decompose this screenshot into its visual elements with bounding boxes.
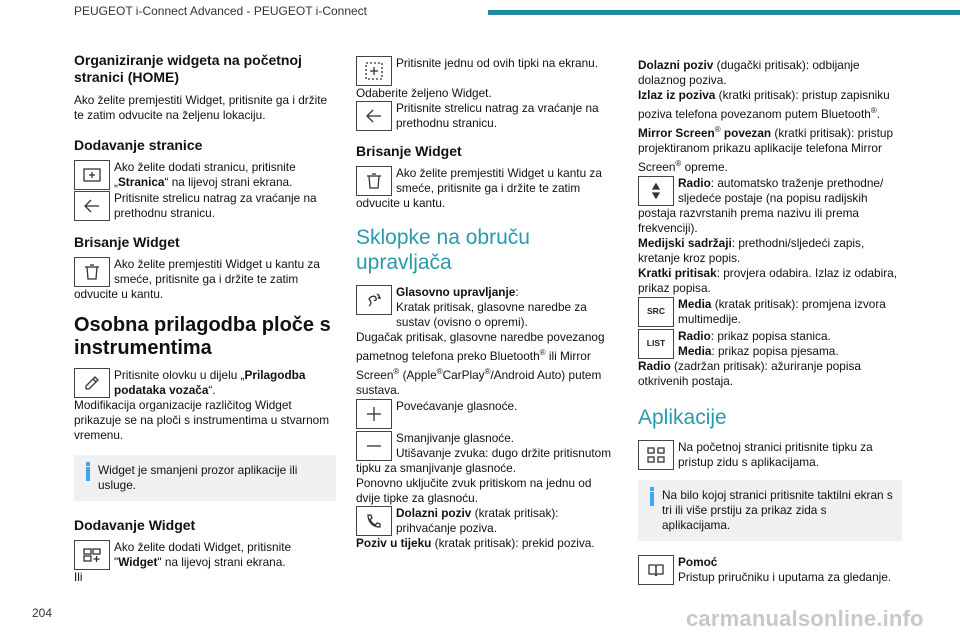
heading-add-page: Dodavanje stranice <box>74 137 203 153</box>
volume-down-text: Smanjivanje glasnoće. Utišavanje zvuka: dugo držite pritisnutom tipku za smanjivanje glasnoće. <box>356 430 612 475</box>
volume-down-icon <box>356 431 392 461</box>
back-arrow-icon <box>356 101 392 131</box>
back-text: Pritisnite strelicu natrag za vraćanje na prethodnu stranicu. <box>396 101 599 130</box>
add-page-icon <box>74 160 110 190</box>
trash-icon <box>74 257 110 287</box>
unmute-text: Ponovno uključite zvuk pritiskom na jednu od dvije tipke za glasnoću. <box>356 475 592 505</box>
media-text: Medijski sadržaji: prethodni/sljedeći zapis, kretanje kroz popis. <box>638 235 865 265</box>
radio-search-text: Radio: automatsko traženje prethodne/ sljedeće postaje (na popisu radijskih postaja razvrstanih prema nazivu ili prema frekvenciji). <box>638 175 884 235</box>
heading-delete-widget: Brisanje Widget <box>74 234 180 250</box>
add-page-text: Ako želite dodati stranicu, pritisnite „Stranica“ na lijevoj strani ekrana. <box>114 160 296 189</box>
src-icon: SRC <box>638 297 674 327</box>
help-text: Pomoć Pristup priručniku i uputama za gledanje. <box>678 554 892 584</box>
voice-long-text: Dugačak pritisak, glasovne naredbe povezanog pametnog telefona preko Bluetooth® ili Mirror Screen® (Apple®CarPlay®/Android Auto) putem sustava. <box>356 330 605 397</box>
add-widget-text: Ako želite dodati Widget, pritisnite "Widget" na lijevoj strani ekrana. <box>114 540 292 569</box>
volume-up-icon <box>356 399 392 429</box>
column-1 <box>74 52 336 585</box>
phone-answer-icon <box>356 506 392 536</box>
watermark: carmanualsonline.info <box>686 606 924 631</box>
help-book-icon <box>638 555 674 585</box>
column-3 <box>638 58 902 585</box>
organize-text: Ako želite premjestiti Widget, pritisnite ga i držite te zatim odvucite na željenu lokaciju. <box>74 93 328 122</box>
info-note <box>74 455 336 501</box>
heading-steering-wheel: Sklopke na obruču upravljača <box>356 226 530 274</box>
heading-delete-widget-2: Brisanje Widget <box>356 143 462 159</box>
trash-icon <box>356 166 392 196</box>
back-page-text: Pritisnite strelicu natrag za vraćanje na prethodnu stranicu. <box>114 191 317 220</box>
exit-call-text: Izlaz iz poziva (kratki pritisak): pristup zapisniku poziva telefona povezanom putem Bluetooth®. <box>638 88 890 121</box>
mirror-screen-text: Mirror Screen® povezan (kratki pritisak): pristup projektiranom prikazu aplikacije telefona Mirror Screen® opreme. <box>638 124 894 174</box>
incoming-long-text: Dolazni poziv (dugački pritisak): odbijanje dolaznog poziva. <box>638 58 860 87</box>
delete-widget-text-2: Ako želite premjestiti Widget u kantu za smeće, pritisnite ga i držite te zatim odvucite u kantu. <box>356 166 602 210</box>
cluster-text: Modifikacija organizacije različitog Widget prikazuje se na ploči s instrumentima u stvarnom vremenu. <box>74 398 330 442</box>
page-number: 204 <box>32 606 53 620</box>
short-press-text: Kratki pritisak: provjera odabira. Izlaz iz odabira, prikaz popisa. <box>638 265 898 295</box>
src-text: Media (kratak pritisak): promjena izvora multimedije. <box>678 296 886 326</box>
info-note-apps <box>638 480 902 541</box>
header-accent-bar <box>488 10 960 15</box>
list-icon: LIST <box>638 329 674 359</box>
radio-hold-text: Radio (zadržan pritisak): ažuriranje popisa otkrivenih postaja. <box>638 358 861 388</box>
apps-text: Na početnoj stranici pritisnite tipku za pristup zidu s aplikacijama. <box>678 439 873 469</box>
cluster-instruction: Pritisnite olovku u dijelu „Prilagodba podataka vozača“. <box>114 368 306 397</box>
back-arrow-icon <box>74 191 110 221</box>
column-2 <box>356 56 618 551</box>
volume-up-text: Povećavanje glasnoće. <box>396 398 518 413</box>
info-icon <box>86 462 90 466</box>
add-widget-icon <box>74 540 110 570</box>
heading-add-widget: Dodavanje Widget <box>74 517 196 533</box>
list-text: Radio: prikaz popisa stanica. Media: prikaz popisa pjesama. <box>678 328 839 358</box>
voice-control-text: Glasovno upravljanje: Kratak pritisak, glasovne naredbe za sustav (ovisno o opremi). <box>396 285 587 329</box>
add-plus-icon <box>356 56 392 86</box>
heading-organize-widgets: Organiziranje widgeta na početnoj stranici (HOME) <box>74 52 302 85</box>
heading-applications: Aplikacije <box>638 405 727 429</box>
or-text: Ili <box>74 570 83 584</box>
incoming-call-text: Dolazni poziv (kratak pritisak): prihvaćanje poziva. <box>396 505 559 535</box>
info-note-apps-text: Na bilo kojoj stranici pritisnite taktilni ekran s tri ili više prstiju za prikaz zida s aplikacijama. <box>662 487 893 532</box>
running-header: PEUGEOT i-Connect Advanced - PEUGEOT i-Connect <box>74 4 368 18</box>
apps-grid-icon <box>638 440 674 470</box>
heading-instrument-cluster: Osobna prilagodba ploče s instrumentima <box>74 314 331 359</box>
info-icon <box>650 487 654 491</box>
pencil-icon <box>74 368 110 398</box>
info-note-text: Widget je smanjeni prozor aplikacije ili usluge. <box>98 463 298 492</box>
ongoing-call-text: Poziv u tijeku (kratak pritisak): prekid poziva. <box>356 535 595 550</box>
up-down-arrows-icon <box>638 176 674 206</box>
info-icon-bar <box>86 467 90 481</box>
delete-widget-text: Ako želite premjestiti Widget u kantu za smeće, pritisnite ga i držite te zatim odvucite u kantu. <box>74 257 320 301</box>
choose-widget-text: Odaberite željeno Widget. <box>356 86 492 100</box>
press-one-text: Pritisnite jednu od ovih tipki na ekranu. <box>396 56 598 70</box>
voice-command-icon <box>356 285 392 315</box>
info-icon-bar <box>650 492 654 506</box>
